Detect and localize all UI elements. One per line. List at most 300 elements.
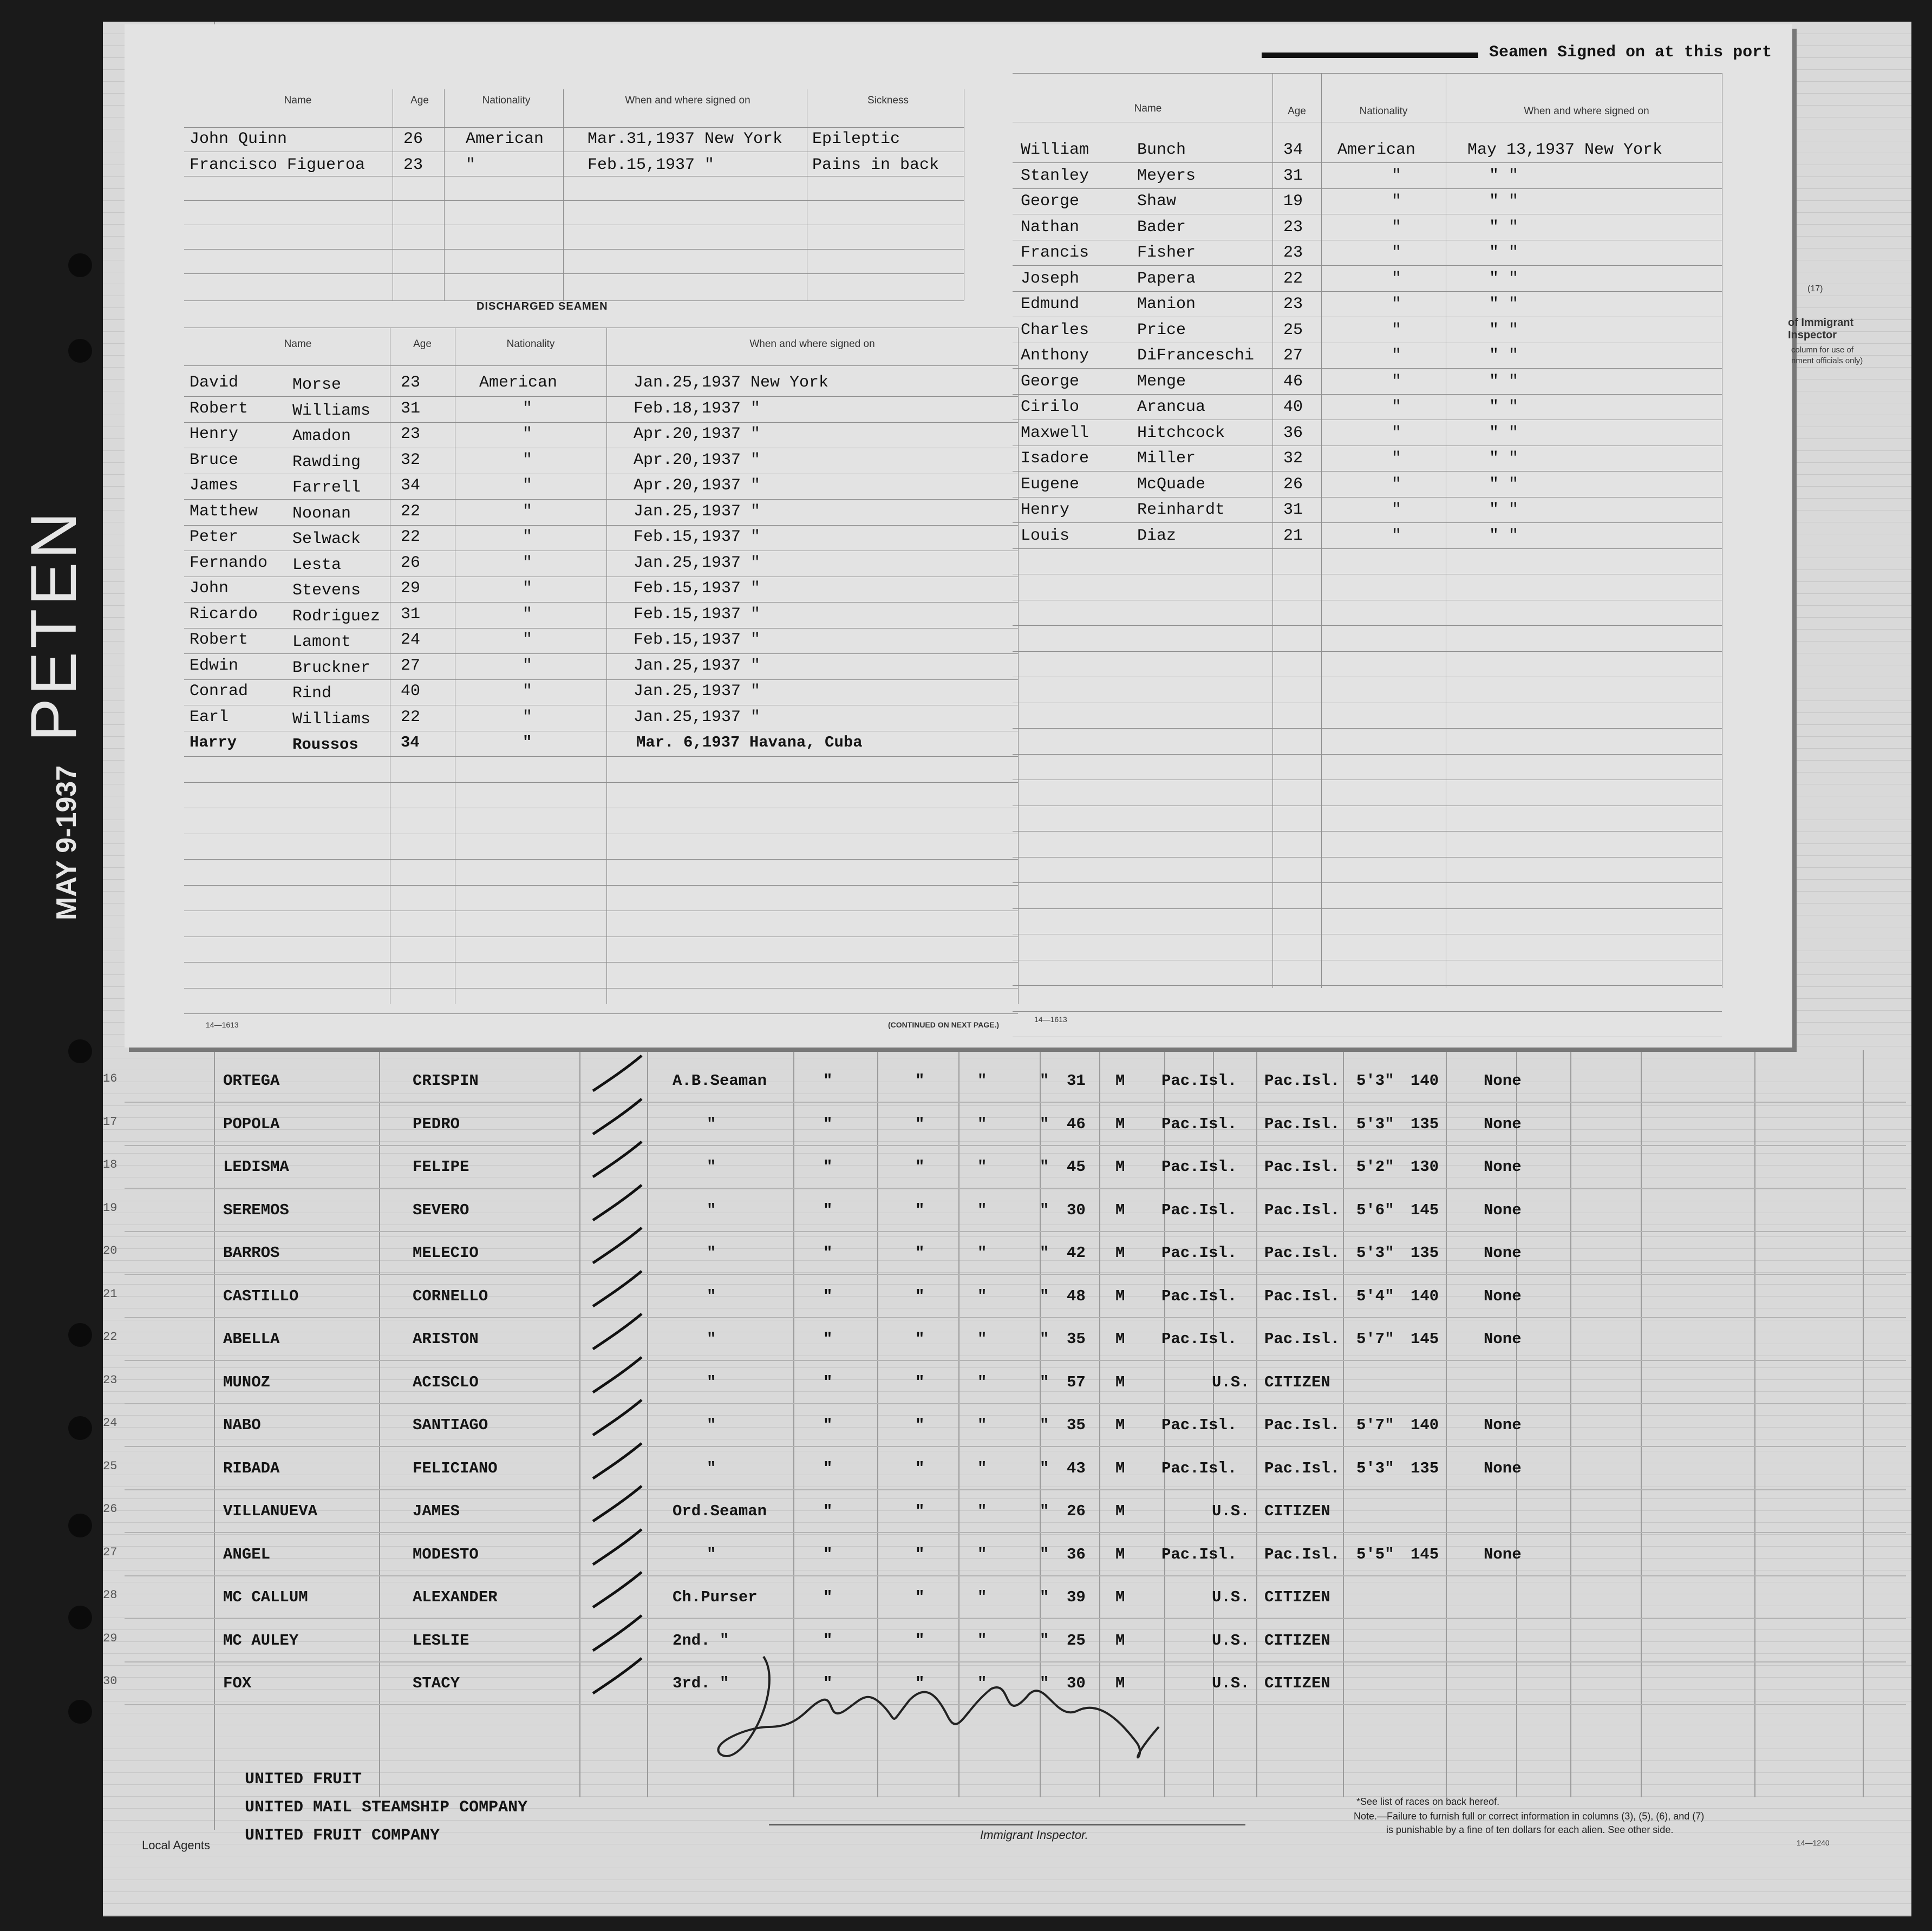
ship-name-stamp xyxy=(16,503,97,747)
check-stroke xyxy=(593,1056,642,1091)
signed-nationality: " xyxy=(1392,166,1402,185)
inspector-line xyxy=(769,1824,1245,1825)
crew-race: Pac.Isl. xyxy=(1161,1158,1237,1176)
row-rule xyxy=(184,628,1018,629)
header-sickness: Sickness xyxy=(867,95,909,106)
signed-first-name: Edmund xyxy=(1021,295,1080,313)
ditto-mark: " xyxy=(823,1373,833,1391)
seaman-name: Francisco Figueroa xyxy=(190,156,365,174)
column-rule xyxy=(1641,1050,1642,1797)
signed-signed-on: " " xyxy=(1489,423,1519,442)
crew-race: Pac.Isl. xyxy=(1161,1330,1237,1348)
crew-given-name: SANTIAGO xyxy=(413,1416,488,1434)
crew-row-rule xyxy=(125,1360,1906,1361)
crew-sex: M xyxy=(1115,1416,1125,1434)
signed-signed-on: " " xyxy=(1489,320,1519,339)
crew-nationality: CITIZEN xyxy=(1264,1631,1330,1649)
crew-rating: 2nd. " xyxy=(673,1631,729,1649)
ruling-line xyxy=(103,1129,1911,1130)
discharged-signed-on: Feb.15,1937 " xyxy=(634,579,761,598)
ditto-mark: " xyxy=(977,1502,987,1520)
svg-text:PETEN: PETEN xyxy=(17,508,90,742)
discharged-signed-on: Apr.20,1937 " xyxy=(634,425,761,443)
binder-hole xyxy=(68,1323,92,1347)
crew-rating: Ord.Seaman xyxy=(673,1502,767,1520)
row-rule xyxy=(1013,728,1722,729)
binder-hole xyxy=(68,339,92,363)
crew-race: Pac.Isl. xyxy=(1161,1115,1237,1133)
row-rule xyxy=(1013,291,1722,292)
row-rule xyxy=(1013,857,1722,858)
crew-surname: RIBADA xyxy=(223,1459,280,1477)
crew-sex: M xyxy=(1115,1459,1125,1477)
signed-nationality: " xyxy=(1392,526,1402,545)
signed-age: 31 xyxy=(1283,501,1303,519)
row-rule xyxy=(184,422,1018,423)
crew-row-number: 25 xyxy=(103,1459,118,1473)
row-rule xyxy=(1013,162,1722,163)
discharged-signed-on: Apr.20,1937 " xyxy=(634,476,761,495)
check-mark-icon xyxy=(588,1096,647,1140)
ditto-mark: " xyxy=(823,1158,833,1176)
signed-age: 32 xyxy=(1283,449,1303,468)
crew-row-rule xyxy=(125,1446,1906,1447)
ruling-line xyxy=(103,1296,1911,1297)
signed-signed-on: " " xyxy=(1489,398,1519,416)
crew-nationality: Pac.Isl. xyxy=(1264,1459,1340,1477)
discharged-last-name: Farrell xyxy=(292,479,361,497)
signed-signed-on: " " xyxy=(1489,295,1519,313)
check-stroke xyxy=(593,1099,642,1134)
ditto-mark: " xyxy=(1040,1072,1049,1090)
discharged-last-name: Lesta xyxy=(292,555,342,574)
crew-height: 5'3" xyxy=(1356,1072,1394,1090)
continued-note: (CONTINUED ON NEXT PAGE.) xyxy=(888,1020,1000,1029)
crew-weight: 145 xyxy=(1411,1545,1439,1563)
ruling-line xyxy=(103,1117,1911,1118)
row-rule xyxy=(1013,471,1722,472)
ditto-mark: " xyxy=(1040,1244,1049,1262)
ditto-mark: " xyxy=(1040,1287,1049,1305)
binder-hole xyxy=(68,1606,92,1629)
ditto-mark: " xyxy=(823,1201,833,1219)
ditto-mark: " xyxy=(823,1631,833,1649)
discharged-signed-on: Jan.25,1937 " xyxy=(634,656,761,675)
signed-first-name: Cirilo xyxy=(1021,398,1080,416)
signed-first-name: William xyxy=(1021,141,1089,159)
check-stroke xyxy=(593,1572,642,1607)
ruling-line xyxy=(103,1427,1911,1428)
crew-surname: POPOLA xyxy=(223,1115,280,1133)
crew-height: 5'7" xyxy=(1356,1416,1394,1434)
discharged-nationality: " xyxy=(523,656,533,675)
signed-last-name: Papera xyxy=(1137,269,1196,288)
signed-nationality: " xyxy=(1392,372,1402,391)
crew-row-rule xyxy=(125,1145,1906,1146)
discharged-header-name: Name xyxy=(284,338,312,350)
ruling-line xyxy=(103,1248,1911,1249)
signed-header-name: Name xyxy=(1134,103,1162,114)
signed-age: 46 xyxy=(1283,372,1303,391)
ditto-mark: " xyxy=(823,1072,833,1090)
column-use-note: column for use of xyxy=(1791,345,1854,355)
row-rule xyxy=(184,396,1018,397)
row-rule xyxy=(1013,522,1722,523)
crew-row-number: 19 xyxy=(103,1201,118,1215)
signed-last-name: Reinhardt xyxy=(1137,501,1225,519)
discharged-nationality: " xyxy=(523,450,533,469)
crew-sex: M xyxy=(1115,1244,1125,1262)
ditto-mark: " xyxy=(823,1459,833,1477)
signed-signed-on: " " xyxy=(1489,218,1519,237)
crew-row-number: 20 xyxy=(103,1244,118,1258)
crew-row-number: 18 xyxy=(103,1158,118,1171)
crew-surname: MC AULEY xyxy=(223,1631,299,1649)
discharged-first-name: Peter xyxy=(190,528,239,546)
column-rule xyxy=(647,1050,648,1797)
crew-rating: " xyxy=(707,1330,716,1348)
binder-hole xyxy=(68,1039,92,1063)
ruling-line xyxy=(103,1498,1911,1499)
crew-age: 48 xyxy=(1067,1287,1086,1305)
discharged-last-name: Rind xyxy=(292,684,332,703)
discharged-nationality: " xyxy=(523,734,532,751)
discharged-first-name: Earl xyxy=(190,708,229,726)
crew-age: 35 xyxy=(1067,1330,1086,1348)
ditto-mark: " xyxy=(823,1287,833,1305)
discharged-last-name: Morse xyxy=(292,376,342,394)
immigrant-inspector-note: of Immigrant Inspector xyxy=(1788,317,1854,341)
discharged-signed-on: Jan.25,1937 " xyxy=(634,708,761,726)
crew-age: 31 xyxy=(1067,1072,1086,1090)
ruling-line xyxy=(103,1272,1911,1273)
crew-weight: 140 xyxy=(1411,1287,1439,1305)
ditto-mark: " xyxy=(977,1158,987,1176)
discharged-title: DISCHARGED SEAMEN xyxy=(477,300,608,312)
crew-marks: None xyxy=(1484,1158,1522,1176)
signed-header-nationality: Nationality xyxy=(1359,106,1408,117)
signed-last-name: Price xyxy=(1137,320,1186,339)
ditto-mark: " xyxy=(823,1502,833,1520)
crew-marks: None xyxy=(1484,1545,1522,1563)
discharged-first-name: Edwin xyxy=(190,656,239,675)
ruling-line xyxy=(103,1903,1911,1904)
crew-race: U.S. xyxy=(1212,1631,1250,1649)
signed-age: 27 xyxy=(1283,346,1303,365)
left-form-number: 14—1613 xyxy=(206,1020,239,1029)
ruling-line xyxy=(103,1558,1911,1559)
discharged-last-name: Amadon xyxy=(292,427,351,446)
ditto-mark: " xyxy=(977,1631,987,1649)
signed-age: 23 xyxy=(1283,218,1303,237)
crew-surname: MUNOZ xyxy=(223,1373,271,1391)
row-rule xyxy=(184,885,1018,886)
signed-first-name: Nathan xyxy=(1021,218,1080,237)
discharged-first-name: David xyxy=(190,374,239,392)
seaman-signed-on: Mar.31,1937 New York xyxy=(588,130,783,148)
ruling-line xyxy=(103,1236,1911,1237)
discharged-age: 32 xyxy=(401,450,421,469)
ditto-mark: " xyxy=(1040,1158,1049,1176)
crew-weight: 135 xyxy=(1411,1459,1439,1477)
signed-first-name: Anthony xyxy=(1021,346,1089,365)
crew-sex: M xyxy=(1115,1674,1125,1692)
binder-hole xyxy=(68,1514,92,1537)
discharged-age: 34 xyxy=(401,734,420,751)
crew-given-name: ACISCLO xyxy=(413,1373,479,1391)
discharged-first-name: James xyxy=(190,476,239,495)
column-rule xyxy=(579,1050,580,1797)
crew-given-name: CORNELLO xyxy=(413,1287,488,1305)
crew-weight: 140 xyxy=(1411,1072,1439,1090)
discharged-age: 24 xyxy=(401,631,421,649)
crew-row-number: 28 xyxy=(103,1588,118,1602)
crew-race: Pac.Isl. xyxy=(1161,1201,1237,1219)
signed-header-age: Age xyxy=(1288,106,1306,117)
crew-height: 5'3" xyxy=(1356,1244,1394,1262)
signed-signed-on: May 13,1937 New York xyxy=(1467,141,1663,159)
ditto-mark: " xyxy=(823,1588,833,1606)
seaman-age: 23 xyxy=(403,156,423,174)
check-stroke xyxy=(593,1443,642,1478)
crew-nationality: CITIZEN xyxy=(1264,1373,1330,1391)
crew-row-number: 26 xyxy=(103,1502,118,1516)
discharged-nationality: " xyxy=(523,605,533,624)
check-mark-icon xyxy=(588,1354,647,1398)
signed-nationality: " xyxy=(1392,449,1402,468)
crew-given-name: PEDRO xyxy=(413,1115,460,1133)
signed-last-name: Diaz xyxy=(1137,526,1177,545)
local-agents-label: Local Agents xyxy=(142,1838,210,1852)
ditto-mark: " xyxy=(977,1287,987,1305)
check-stroke xyxy=(593,1486,642,1521)
check-mark-icon xyxy=(588,1139,647,1182)
crew-surname: NABO xyxy=(223,1416,261,1434)
ditto-mark: " xyxy=(915,1330,925,1348)
discharged-age: 22 xyxy=(401,528,421,546)
ditto-mark: " xyxy=(1040,1631,1049,1649)
signed-nationality: " xyxy=(1392,346,1402,365)
signed-last-name: Menge xyxy=(1137,372,1186,391)
discharged-first-name: Harry xyxy=(190,734,237,751)
row-rule xyxy=(184,756,1018,757)
crew-row-number: 22 xyxy=(103,1330,118,1344)
discharged-age: 34 xyxy=(401,476,421,495)
left-panel xyxy=(184,62,1040,1029)
discharged-first-name: Robert xyxy=(190,631,249,649)
signed-first-name: Henry xyxy=(1021,501,1070,519)
check-stroke xyxy=(593,1271,642,1306)
signed-last-name: Hitchcock xyxy=(1137,423,1225,442)
ditto-mark: " xyxy=(977,1674,987,1692)
ditto-mark: " xyxy=(977,1330,987,1348)
crew-sex: M xyxy=(1115,1588,1125,1606)
discharged-last-name: Bruckner xyxy=(292,658,371,677)
check-stroke xyxy=(593,1529,642,1565)
check-stroke xyxy=(593,1357,642,1392)
signed-age: 22 xyxy=(1283,269,1303,288)
ruling-line xyxy=(103,1415,1911,1416)
ditto-mark: " xyxy=(1040,1588,1049,1606)
signed-signed-on: " " xyxy=(1489,244,1519,262)
crew-row-rule xyxy=(125,1188,1906,1189)
crew-nationality: Pac.Isl. xyxy=(1264,1244,1340,1262)
ruling-line xyxy=(103,1534,1911,1535)
discharged-nationality: American xyxy=(479,374,558,392)
crew-given-name: FELIPE xyxy=(413,1158,469,1176)
row-rule xyxy=(1013,1011,1722,1012)
crew-row-number: 30 xyxy=(103,1674,118,1688)
check-stroke xyxy=(593,1185,642,1220)
signed-first-name: Eugene xyxy=(1021,475,1080,494)
races-note: *See list of races on back hereof. xyxy=(1356,1796,1500,1807)
crew-nationality: CITIZEN xyxy=(1264,1502,1330,1520)
discharged-signed-on: Feb.15,1937 " xyxy=(634,605,761,624)
signed-first-name: Charles xyxy=(1021,320,1089,339)
crew-rating: " xyxy=(707,1459,716,1477)
crew-surname: ORTEGA xyxy=(223,1072,280,1090)
signed-last-name: DiFranceschi xyxy=(1137,346,1255,365)
ditto-mark: " xyxy=(915,1631,925,1649)
supplementary-sheet xyxy=(125,24,1792,1048)
ruling-line xyxy=(103,1891,1911,1892)
discharged-age: 22 xyxy=(401,708,421,726)
signed-age: 25 xyxy=(1283,320,1303,339)
signed-signed-on: " " xyxy=(1489,269,1519,288)
crew-marks: None xyxy=(1484,1201,1522,1219)
crew-height: 5'4" xyxy=(1356,1287,1394,1305)
crew-height: 5'2" xyxy=(1356,1158,1394,1176)
ditto-mark: " xyxy=(1040,1502,1049,1520)
crew-marks: None xyxy=(1484,1115,1522,1133)
ditto-mark: " xyxy=(915,1201,925,1219)
discharged-nationality: " xyxy=(523,682,533,701)
ditto-mark: " xyxy=(1040,1416,1049,1434)
crew-row-rule xyxy=(125,1489,1906,1490)
check-stroke xyxy=(593,1615,642,1651)
crew-weight: 130 xyxy=(1411,1158,1439,1176)
signed-nationality: " xyxy=(1392,192,1402,211)
crew-sex: M xyxy=(1115,1545,1125,1563)
discharged-last-name: Rawding xyxy=(292,453,361,472)
crew-age: 30 xyxy=(1067,1201,1086,1219)
crew-row-number: 24 xyxy=(103,1416,118,1430)
ruling-line xyxy=(103,1379,1911,1380)
discharged-signed-on: Feb.15,1937 " xyxy=(634,631,761,649)
discharged-nationality: " xyxy=(523,708,533,726)
crew-age: 43 xyxy=(1067,1459,1086,1477)
signed-first-name: Joseph xyxy=(1021,269,1080,288)
ditto-mark: " xyxy=(823,1244,833,1262)
crew-race: Pac.Isl. xyxy=(1161,1545,1237,1563)
crew-weight: 145 xyxy=(1411,1330,1439,1348)
row-rule xyxy=(1013,908,1722,909)
crew-rating: " xyxy=(707,1115,716,1133)
crew-surname: ABELLA xyxy=(223,1330,280,1348)
signed-age: 40 xyxy=(1283,398,1303,416)
crew-weight: 135 xyxy=(1411,1115,1439,1133)
officials-note: nment officials only) xyxy=(1791,356,1863,365)
ruling-line xyxy=(103,1391,1911,1392)
crew-nationality: Pac.Isl. xyxy=(1264,1545,1340,1563)
crew-given-name: ALEXANDER xyxy=(413,1588,498,1606)
crew-rating: A.B.Seaman xyxy=(673,1072,767,1090)
discharged-nationality: " xyxy=(523,425,533,443)
check-mark-icon xyxy=(588,1569,647,1613)
row-rule xyxy=(184,602,1018,603)
column-rule xyxy=(1570,1050,1571,1797)
ruling-line xyxy=(103,1510,1911,1511)
ditto-mark: " xyxy=(915,1244,925,1262)
discharged-first-name: Fernando xyxy=(190,553,268,572)
ditto-mark: " xyxy=(823,1416,833,1434)
crew-rating: " xyxy=(707,1373,716,1391)
discharged-first-name: Bruce xyxy=(190,450,239,469)
row-rule xyxy=(184,988,1018,989)
row-rule xyxy=(1013,368,1722,369)
ditto-mark: " xyxy=(823,1115,833,1133)
crew-row-number: 16 xyxy=(103,1072,118,1085)
seaman-nationality: " xyxy=(466,156,476,174)
crew-row-rule xyxy=(125,1274,1906,1275)
discharged-header-age: Age xyxy=(413,338,432,350)
check-stroke xyxy=(593,1142,642,1177)
discharged-nationality: " xyxy=(523,476,533,495)
ditto-mark: " xyxy=(1040,1545,1049,1563)
discharged-age: 31 xyxy=(401,399,421,418)
crew-height: 5'7" xyxy=(1356,1330,1394,1348)
row-rule xyxy=(1013,394,1722,395)
crew-sex: M xyxy=(1115,1502,1125,1520)
ditto-mark: " xyxy=(977,1373,987,1391)
signed-signed-on: " " xyxy=(1489,501,1519,519)
crew-race: Pac.Isl. xyxy=(1161,1459,1237,1477)
check-mark-icon xyxy=(588,1655,647,1699)
crew-nationality: Pac.Isl. xyxy=(1264,1287,1340,1305)
ditto-mark: " xyxy=(1040,1330,1049,1348)
discharged-last-name: Roussos xyxy=(292,736,358,754)
note-line-2: is punishable by a fine of ten dollars for each alien. See other side. xyxy=(1386,1824,1674,1835)
binder-hole xyxy=(68,1416,92,1440)
discharged-nationality: " xyxy=(523,502,533,521)
check-mark-icon xyxy=(588,1268,647,1312)
crew-given-name: LESLIE xyxy=(413,1631,469,1649)
right-form-number: 14—1613 xyxy=(1034,1015,1067,1024)
crew-marks: None xyxy=(1484,1459,1522,1477)
row-rule xyxy=(1013,882,1722,883)
crew-nationality: CITIZEN xyxy=(1264,1674,1330,1692)
crew-given-name: SEVERO xyxy=(413,1201,469,1219)
crew-height: 5'3" xyxy=(1356,1115,1394,1133)
crew-weight: 145 xyxy=(1411,1201,1439,1219)
crew-nationality: Pac.Isl. xyxy=(1264,1330,1340,1348)
discharged-first-name: Conrad xyxy=(190,682,249,701)
row-rule xyxy=(184,499,1018,500)
crew-sex: M xyxy=(1115,1287,1125,1305)
crew-race: U.S. xyxy=(1212,1674,1250,1692)
signed-age: 21 xyxy=(1283,526,1303,545)
crew-weight: 140 xyxy=(1411,1416,1439,1434)
ditto-mark: " xyxy=(1040,1201,1049,1219)
crew-row-rule xyxy=(125,1532,1906,1533)
signed-nationality: American xyxy=(1337,141,1416,159)
ruling-line xyxy=(103,1153,1911,1154)
signed-signed-on: " " xyxy=(1489,166,1519,185)
check-mark-icon xyxy=(588,1225,647,1268)
ruling-line xyxy=(103,1367,1911,1368)
row-rule xyxy=(184,653,1018,654)
crew-given-name: ARISTON xyxy=(413,1330,479,1348)
